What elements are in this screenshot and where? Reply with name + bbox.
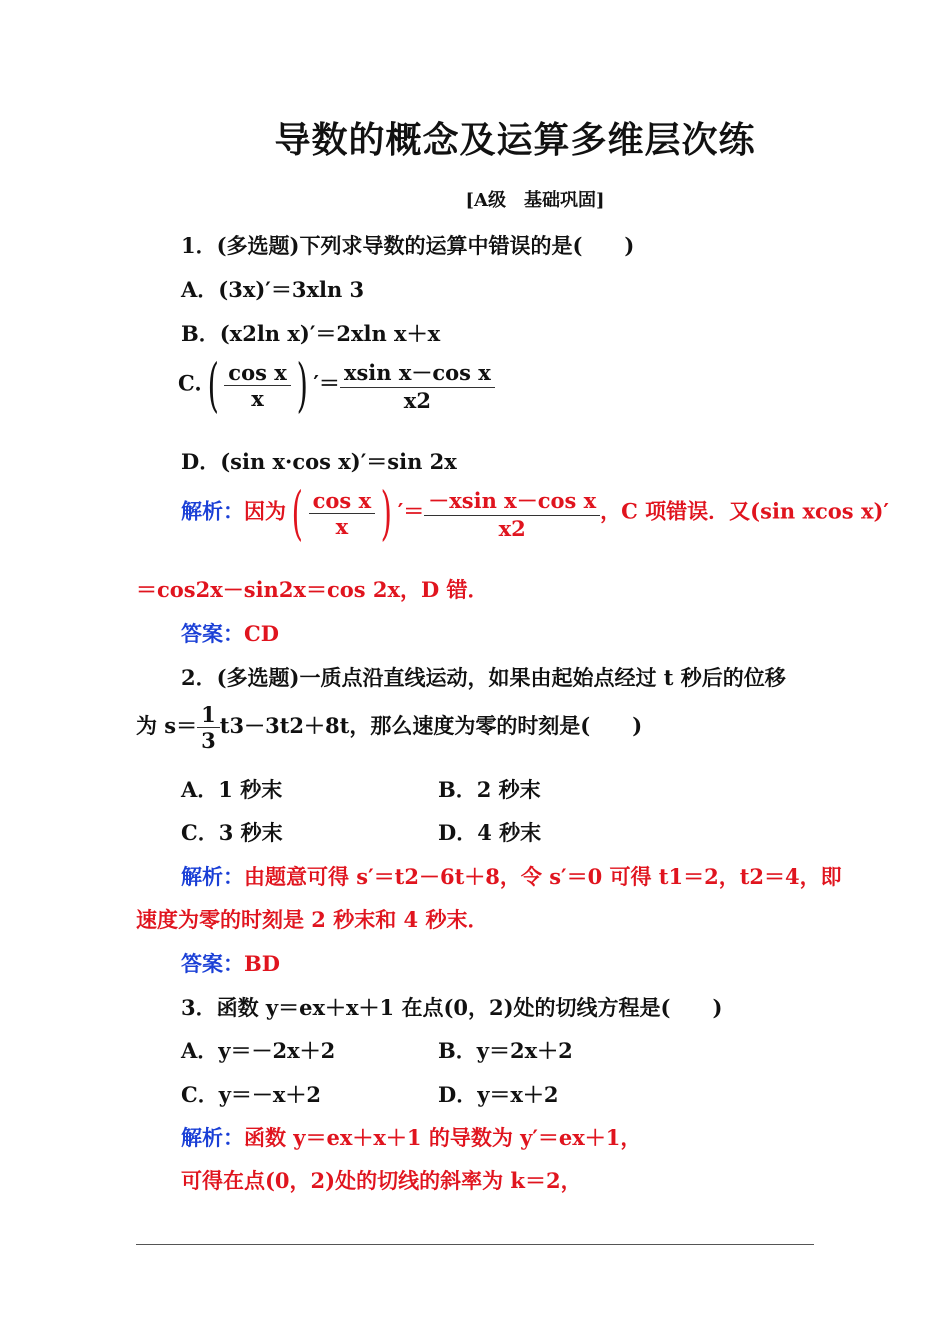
analysis-label: 解析： bbox=[181, 1125, 244, 1150]
left-paren: ( bbox=[291, 479, 303, 547]
q1-c-rhs-den: x2 bbox=[403, 388, 431, 413]
q1-c-rhs-num: xsin x－cos x bbox=[340, 357, 495, 388]
q2-frac bbox=[197, 702, 220, 753]
q1-c-frac-num: cos x bbox=[224, 360, 290, 386]
right-paren: ) bbox=[296, 351, 308, 419]
right-paren: ) bbox=[380, 479, 393, 547]
q3-option-c: C．y＝－x＋2 bbox=[181, 1082, 322, 1107]
section-heading: [A级 基础巩固] bbox=[465, 190, 605, 211]
q1-c-mid: ′＝ bbox=[313, 370, 340, 396]
q1-option-b: B．(x2ln x)′＝2xln x＋x bbox=[181, 321, 441, 346]
q1-option-c-label: C. bbox=[178, 370, 202, 396]
page-title: 导数的概念及运算多维层次练 bbox=[274, 119, 756, 161]
q1-option-c bbox=[178, 351, 495, 419]
q1-c-rhs bbox=[340, 357, 495, 413]
answer-value: CD bbox=[244, 621, 279, 646]
q2-stem-line2 bbox=[136, 702, 642, 753]
q1-c-frac bbox=[224, 360, 290, 411]
q1-analysis-den: x bbox=[335, 513, 349, 539]
q2-option-d: D．4 秒末 bbox=[438, 820, 542, 845]
q2-option-a: A．1 秒末 bbox=[181, 777, 283, 802]
q2-analysis-text: 由题意可得 s′＝t2－6t＋8，令 s′＝0 可得 t1＝2，t2＝4，即 bbox=[244, 864, 842, 889]
left-paren: ( bbox=[207, 351, 219, 419]
q1-analysis-frac bbox=[309, 488, 375, 539]
q2-stem: 2．(多选题)一质点沿直线运动，如果由起始点经过 t 秒后的位移 bbox=[181, 665, 786, 690]
q3-option-a: A．y＝－2x＋2 bbox=[181, 1038, 336, 1063]
q1-analysis-eq: ′＝ bbox=[397, 498, 425, 524]
q3-stem: 3．函数 y＝ex＋x＋1 在点(0，2)处的切线方程是( ) bbox=[181, 995, 723, 1020]
q2-answer bbox=[181, 948, 280, 978]
q2-option-c: C．3 秒末 bbox=[181, 820, 283, 845]
q3-option-b: B．y＝2x＋2 bbox=[438, 1038, 573, 1063]
q3-analysis-text: 函数 y＝ex＋x＋1 的导数为 y′＝ex＋1， bbox=[244, 1125, 642, 1150]
q1-c-frac-den: x bbox=[251, 385, 264, 411]
q1-analysis-rhs-num: －xsin x－cos x bbox=[424, 485, 600, 516]
q1-analysis-line2: ＝cos2x－sin2x＝cos 2x，D 错． bbox=[136, 577, 489, 602]
q1-option-a: A．(3x)′＝3xln 3 bbox=[181, 277, 365, 302]
q1-analysis-pre: 因为 bbox=[244, 498, 286, 524]
q1-answer bbox=[181, 618, 279, 648]
footer-divider bbox=[136, 1244, 814, 1245]
answer-value: BD bbox=[244, 951, 280, 976]
q3-analysis-line2: 可得在点(0，2)处的切线的斜率为 k＝2， bbox=[181, 1168, 582, 1193]
q1-analysis-rhs-den: x2 bbox=[498, 516, 526, 541]
q1-analysis-rhs bbox=[424, 485, 600, 541]
q2-frac-num: 1 bbox=[197, 702, 220, 728]
q1-stem: 1．(多选题)下列求导数的运算中错误的是( ) bbox=[181, 233, 635, 258]
q3-analysis bbox=[181, 1122, 641, 1152]
q2-analysis bbox=[181, 861, 842, 891]
q2-analysis-line2: 速度为零的时刻是 2 秒末和 4 秒末． bbox=[136, 907, 489, 932]
analysis-label: 解析： bbox=[181, 498, 244, 524]
answer-label: 答案： bbox=[181, 621, 244, 646]
q2-stem-pre: 为 s＝ bbox=[136, 713, 198, 738]
q3-option-d: D．y＝x＋2 bbox=[438, 1082, 559, 1107]
q1-analysis-post: ，C 项错误．又(sin xcos x)′ bbox=[600, 498, 889, 524]
analysis-label: 解析： bbox=[181, 864, 244, 889]
q1-analysis-num: cos x bbox=[309, 488, 375, 514]
answer-label: 答案： bbox=[181, 951, 244, 976]
q2-frac-den: 3 bbox=[201, 728, 216, 753]
q1-analysis bbox=[181, 479, 889, 547]
q2-stem-post: t3－3t2＋8t，那么速度为零的时刻是( ) bbox=[219, 713, 643, 738]
q1-option-d: D．(sin x·cos x)′＝sin 2x bbox=[181, 449, 457, 474]
q2-option-b: B．2 秒末 bbox=[438, 777, 541, 802]
